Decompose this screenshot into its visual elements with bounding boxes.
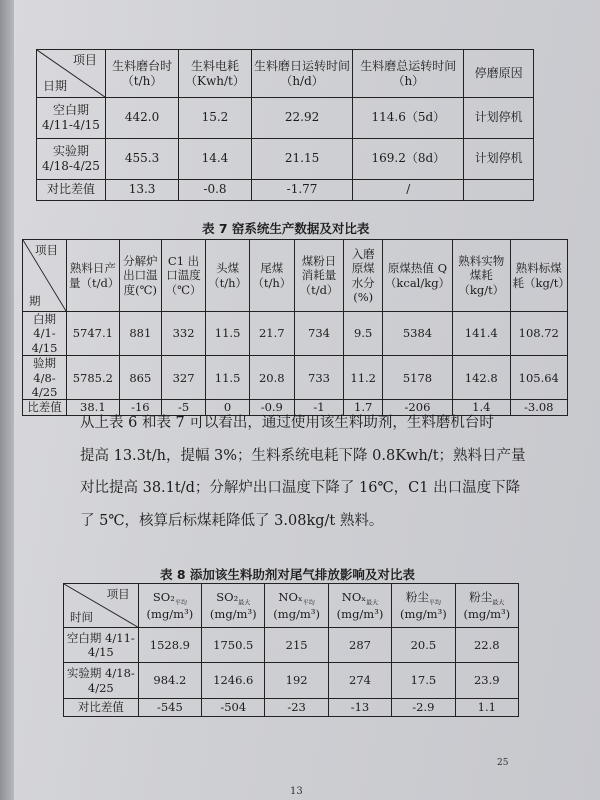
table-cell: 5384 (382, 312, 452, 356)
table-cell: 142.8 (453, 356, 510, 400)
table-row (64, 698, 519, 716)
table-7-caption: 表 7 窑系统生产数据及对比表 (202, 221, 370, 236)
table-cell: 1750.5 (202, 628, 265, 663)
table-cell: 733 (294, 356, 344, 400)
table-7-header: 原煤热值 Q（kcal/kg） (382, 240, 452, 312)
corner-label-item: 项目 (72, 53, 97, 67)
table-8-header: $SO_2_{最大}$ (mg/m³) (202, 584, 265, 628)
table-cell: 15.2 (179, 98, 252, 139)
table-7-header: C1 出口温度（℃） (161, 240, 205, 312)
table-cell: 734 (294, 312, 344, 356)
table-6-corner-header (37, 50, 106, 98)
table-cell: 白期 4/1-4/15 (23, 312, 67, 356)
table-cell: 5747.1 (66, 312, 119, 356)
table-7-corner-header (23, 240, 67, 312)
table-cell: 实验期 4/18-4/25 (64, 663, 139, 698)
table-6-header: 生料电耗（Kwh/t） (179, 50, 252, 98)
table-7-header: 分解炉出口温度(℃) (119, 240, 161, 312)
page-gutter-shadow (0, 0, 14, 800)
table-cell: 984.2 (138, 663, 201, 698)
table-row (37, 138, 534, 179)
table-cell: -5 (161, 400, 205, 415)
table-cell: 20.5 (392, 628, 455, 663)
table-6-header: 生料磨总运转时间（h） (353, 50, 464, 98)
table-row (64, 628, 519, 663)
table-cell: 192 (265, 663, 328, 698)
table-8-header: 粉尘$_{平均}$ (mg/m³) (392, 584, 455, 628)
table-8-corner-header (64, 584, 139, 628)
table-8-header: NOₓ$_{最大}$ (mg/m³) (328, 584, 391, 628)
table-cell: 20.8 (250, 356, 295, 400)
table-cell: 21.7 (250, 312, 295, 356)
table-8-caption: 表 8 添加该生料助剂对尾气排放影响及对比表 (160, 567, 415, 582)
table-6-header: 生料磨日运转时间（h/d） (251, 50, 353, 98)
table-7-header: 熟料标煤耗（kg/t） (510, 240, 568, 312)
table-cell: 455.3 (105, 138, 178, 179)
table-cell: 对比差值 (37, 179, 106, 200)
table-cell (464, 179, 534, 200)
table-cell: -1 (294, 400, 344, 415)
paragraph-line: 对比提高 38.1t/d；分解炉出口温度下降了 16℃，C1 出口温度下降 (80, 480, 521, 496)
table-7-header: 煤粉日消耗量（t/d） (294, 240, 344, 312)
corner-label-item: 项目 (34, 243, 58, 257)
table-row (37, 179, 534, 200)
table-cell: 5785.2 (66, 356, 119, 400)
table-cell: 对比差值 (64, 698, 139, 716)
table-cell: 38.1 (66, 400, 119, 415)
page-number-right: 25 (497, 758, 509, 768)
table-cell: 1.7 (344, 400, 382, 415)
table-cell: -0.9 (250, 400, 295, 415)
table-cell: 1246.6 (202, 663, 265, 698)
table-cell: 17.5 (392, 663, 455, 698)
table-cell: 108.72 (510, 312, 568, 356)
table-cell: 215 (265, 628, 328, 663)
table-cell: 327 (161, 356, 205, 400)
table-cell: 23.9 (455, 663, 518, 698)
table-cell: 442.0 (105, 98, 178, 139)
table-cell: 计划停机 (464, 98, 534, 139)
table-cell: 比差值 (23, 400, 67, 415)
table-cell: 11.5 (206, 312, 250, 356)
table-row (37, 98, 534, 139)
table-cell: -3.08 (510, 400, 568, 415)
paragraph-line: 提高 13.3t/h，提幅 3%；生料系统电耗下降 0.8Kwh/t；熟料日产量 (80, 447, 526, 464)
table-cell: 287 (328, 628, 391, 663)
table-8 (63, 583, 519, 717)
paragraph-line: 了 5℃，核算后标煤耗降低了 3.08kg/t 熟料。 (80, 512, 384, 529)
paragraph-line: 从上表 6 和表 7 可以看出，通过使用该生料助剂，生料磨机台时 (80, 415, 494, 431)
table-7 (22, 239, 568, 416)
table-cell: 13.3 (105, 179, 178, 200)
table-cell: 1.4 (453, 400, 510, 415)
table-cell: 169.2（8d） (353, 138, 464, 179)
table-cell: -23 (265, 698, 328, 716)
table-cell: 实验期 4/18-4/25 (37, 138, 106, 179)
table-cell: 22.8 (455, 628, 518, 663)
table-cell: 105.64 (510, 356, 568, 400)
table-7-header: 尾煤（t/h） (250, 240, 295, 312)
table-cell: -2.9 (392, 698, 455, 716)
table-cell: -13 (328, 698, 391, 716)
corner-label-item: 项目 (106, 587, 130, 601)
table-cell: 5178 (382, 356, 452, 400)
table-8-header: NOₓ$_{平均}$ (mg/m³) (265, 584, 328, 628)
table-cell: 9.5 (344, 312, 382, 356)
analysis-paragraph (80, 407, 526, 537)
corner-label-period: 期 (29, 293, 41, 308)
table-cell: 1528.9 (138, 628, 201, 663)
table-cell: -504 (202, 698, 265, 716)
table-cell: 865 (119, 356, 161, 400)
table-cell: 22.92 (251, 98, 353, 139)
table-cell: -16 (119, 400, 161, 415)
table-6 (36, 49, 534, 201)
table-cell: 274 (328, 663, 391, 698)
table-cell: 验期 4/8-4/25 (23, 356, 67, 400)
corner-label-date: 日期 (43, 79, 68, 93)
table-row (23, 356, 568, 400)
table-cell: 1.1 (455, 698, 518, 716)
table-8-header: $SO_2_{平均}$ (mg/m³) (138, 584, 201, 628)
table-cell: -545 (138, 698, 201, 716)
table-6-header: 停磨原因 (464, 50, 534, 98)
table-cell: 计划停机 (464, 138, 534, 179)
table-cell: 11.2 (344, 356, 382, 400)
table-cell: 0 (206, 400, 250, 415)
table-cell: 141.4 (453, 312, 510, 356)
table-cell: -1.77 (251, 179, 353, 200)
table-cell: 332 (161, 312, 205, 356)
table-cell: 空白期 4/11-4/15 (64, 628, 139, 663)
table-7-header: 入磨原煤水分(%) (344, 240, 382, 312)
table-7-header: 熟料日产量（t/d） (66, 240, 119, 312)
corner-label-time: 时间 (70, 609, 93, 624)
table-cell: / (353, 179, 464, 200)
table-cell: -206 (382, 400, 452, 415)
table-row (64, 663, 519, 698)
table-7-header: 熟料实物煤耗（kg/t） (453, 240, 510, 312)
table-6-header: 生料磨台时（t/h） (105, 50, 178, 98)
table-cell: 14.4 (179, 138, 252, 179)
table-cell: 881 (119, 312, 161, 356)
table-cell: 空白期 4/11-4/15 (37, 98, 106, 139)
page-number-bottom: 13 (290, 786, 303, 797)
table-7-header: 头煤（t/h） (206, 240, 250, 312)
table-cell: 11.5 (206, 356, 250, 400)
table-row (23, 312, 568, 356)
table-cell: -0.8 (179, 179, 252, 200)
table-cell: 21.15 (251, 138, 353, 179)
table-8-header: 粉尘$_{最大}$ (mg/m³) (455, 584, 518, 628)
table-cell: 114.6（5d） (353, 98, 464, 139)
